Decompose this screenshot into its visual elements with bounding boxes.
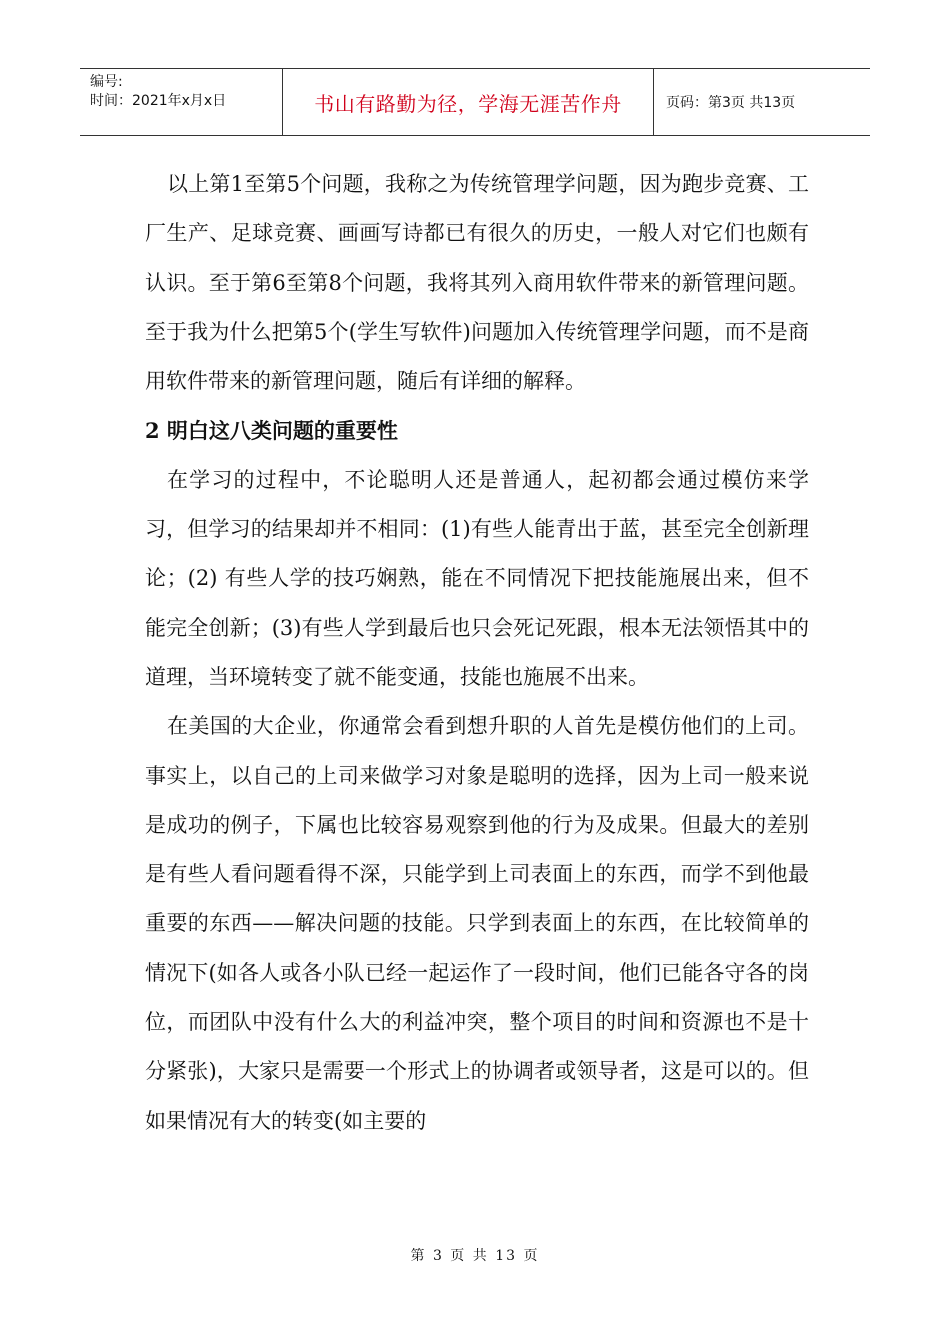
header-motto-cell <box>282 69 654 135</box>
header-motto: 书山有路勤为径，学海无涯苦作舟 <box>314 91 622 116</box>
header-page-cell <box>654 69 870 135</box>
page-header <box>80 68 870 136</box>
section-heading: 2 明白这八类问题的重要性 <box>145 418 398 444</box>
header-page-label: 页码：第3页 共13页 <box>666 95 796 111</box>
paragraph-1: 以上第1至第5个问题，我称之为传统管理学问题，因为跑步竞赛、工厂生产、足球竞赛、画画写诗都已有很久的历史，一般人对它们也颇有认识。至于第6至第8个问题，我将其列入商用软件带来的新管理问题。至于我为什么把第5个(学生写软件)问题加入传统管理学问题，而不是商用软件带来的新管理问题，随后有详细的解释。 <box>145 172 809 394</box>
document-number-label: 编号: <box>90 74 123 90</box>
document-body <box>145 160 809 1146</box>
document-date-label: 时间：2021年x月x日 <box>90 93 227 109</box>
paragraph-3: 在美国的大企业，你通常会看到想升职的人首先是模仿他们的上司。事实上，以自己的上司来做学习对象是聪明的选择，因为上司一般来说是成功的例子，下属也比较容易观察到他的行为及成果。但最大的差别是有些人看问题看得不深，只能学到上司表面上的东西，而学不到他最重要的东西——解决问题的技能。只学到表面上的东西，在比较简单的情况下(如各人或各小队已经一起运作了一段时间，他们已能各守各的岗位，而团队中没有什么大的利益冲突，整个项目的时间和资源也不是十分紧张)，大家只是需要一个形式上的协调者或领导者，这是可以的。但如果情况有大的转变(如主要的 <box>145 714 809 1133</box>
paragraph-2: 在学习的过程中，不论聪明人还是普通人，起初都会通过模仿来学习，但学习的结果却并不相同：(1)有些人能青出于蓝，甚至完全创新理论；(2) 有些人学的技巧娴熟，能在不同情况下把技能施展出来，但不能完全创新；(3)有些人学到最后也只会死记死跟，根本无法领悟其中的道理，当环境转变了就不能变通，技能也施展不出来。 <box>145 467 809 689</box>
page-footer: 第 3 页 共 13 页 <box>410 1248 540 1264</box>
header-meta <box>80 69 282 135</box>
